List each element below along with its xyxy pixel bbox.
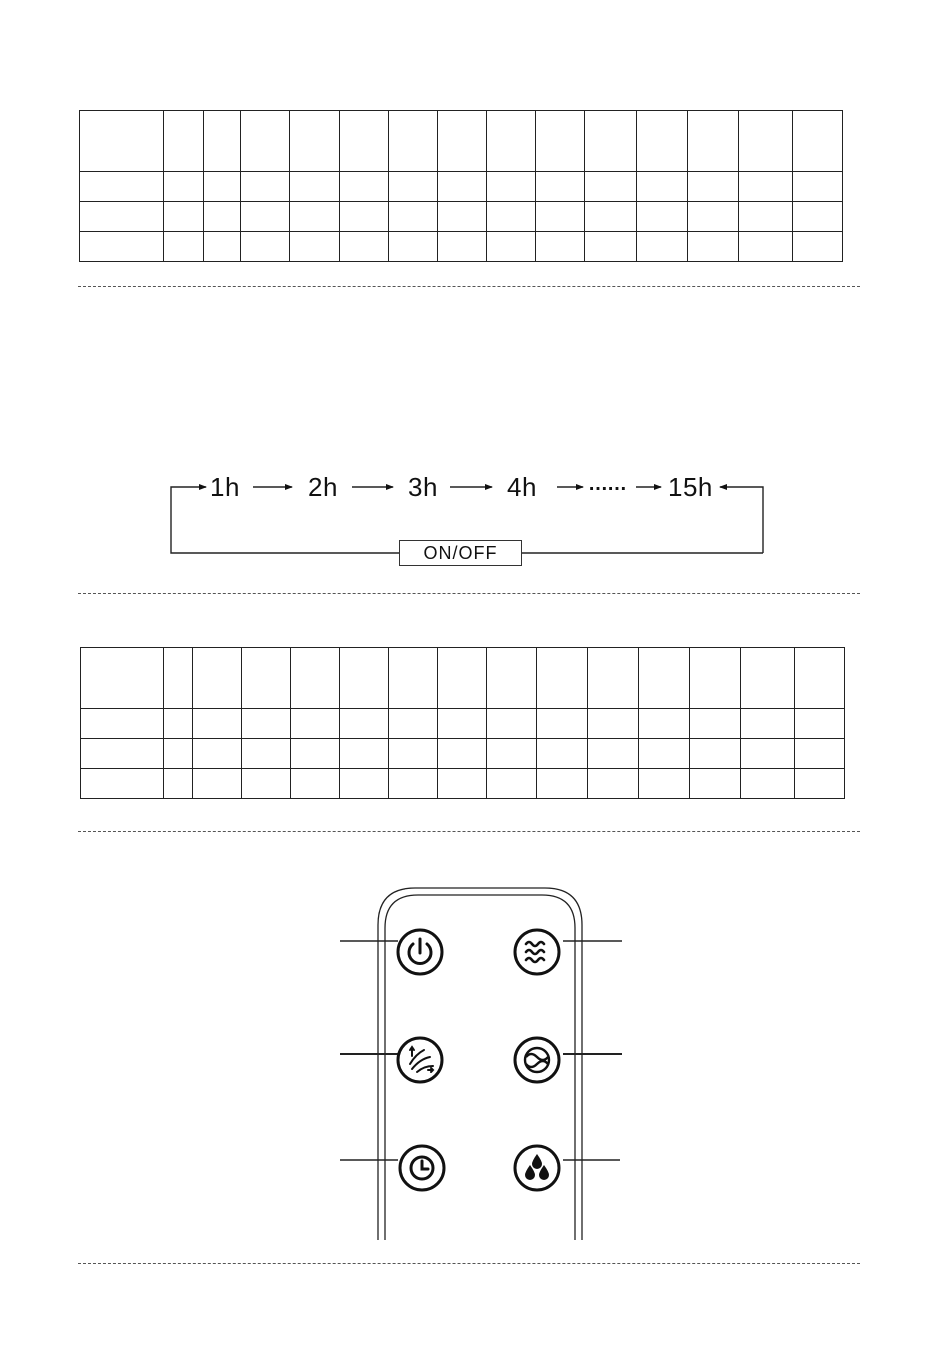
step-ellipsis: …… (588, 473, 626, 495)
step-2h: 2h (308, 472, 338, 502)
timer-button[interactable] (400, 1146, 444, 1190)
table-top (79, 110, 843, 262)
step-3h: 3h (408, 472, 438, 502)
table-row (81, 648, 845, 709)
step-4h: 4h (507, 472, 537, 502)
table-row (80, 111, 843, 172)
table-bottom (80, 647, 845, 799)
section-divider (78, 593, 860, 594)
humidify-button[interactable] (515, 1146, 559, 1190)
section-divider (78, 831, 860, 832)
table-row (80, 232, 843, 262)
loop-arrow-right (720, 487, 763, 553)
power-button[interactable] (398, 930, 442, 974)
table-row (80, 172, 843, 202)
anion-button[interactable] (515, 1038, 559, 1082)
swing-button[interactable] (398, 1038, 442, 1082)
section-divider (78, 286, 860, 287)
section-divider (78, 1263, 860, 1264)
timer-cycle-diagram (150, 460, 790, 570)
table-row (81, 709, 845, 739)
step-1h: 1h (210, 472, 240, 502)
table-row (81, 769, 845, 799)
step-15h: 15h (668, 472, 713, 502)
table-row (81, 739, 845, 769)
wind-mode-button[interactable] (515, 930, 559, 974)
table-row (80, 202, 843, 232)
on-off-label: ON/OFF (399, 540, 522, 566)
